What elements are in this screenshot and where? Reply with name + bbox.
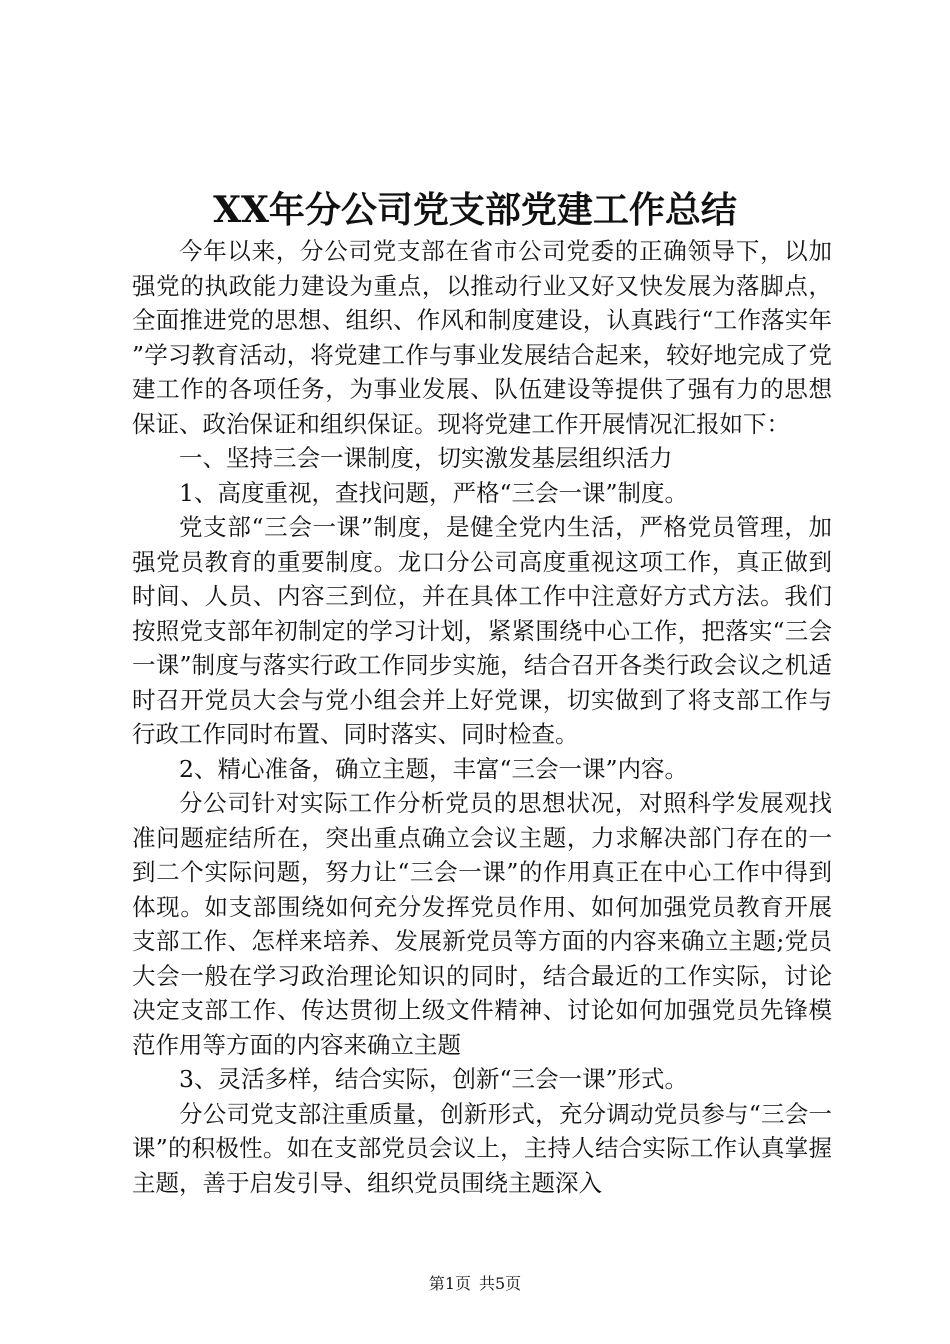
document-title: XX年分公司党支部党建工作总结 xyxy=(213,189,737,231)
paragraph-3: 分公司党支部注重质量，创新形式，充分调动党员参与“三会一课”的积极性。如在支部党员会议上，主持人结合实际工作认真掌握主题，善于启发引导、组织党员围绕主题深入 xyxy=(132,1099,832,1197)
page-number: 第1页 xyxy=(428,1274,471,1293)
subheading-1: 1、高度重视，查找问题，严格“三会一课”制度。 xyxy=(179,478,688,507)
subheading-2: 2、精心准备，确立主题，丰富“三会一课”内容。 xyxy=(179,754,688,783)
document-body xyxy=(132,234,832,1200)
section-heading-1: 一、坚持三会一课制度，切实激发基层组织活力 xyxy=(179,444,673,472)
paragraph-1: 党支部“三会一课”制度，是健全党内生活，严格党员管理，加强党员教育的重要制度。龙口分公司高度重视这项工作，真正做到时间、人员、内容三到位，并在具体工作中注意好方式方法。我们按照党支部年初制定的学习计划，紧紧围绕中心工作，把落实“三会一课”制度与落实行政工作同步实施，结合召开各类行政会议之机适时召开党员大会与党小组会并上好党课，切实做到了将支部工作与行政工作同时布置、同时落实、同时检查。 xyxy=(132,513,832,748)
page-total: 共5页 xyxy=(479,1274,522,1293)
subheading-3: 3、灵活多样，结合实际，创新“三会一课”形式。 xyxy=(179,1065,688,1093)
paragraph-2: 分公司针对实际工作分析党员的思想状况，对照科学发展观找准问题症结所在，突出重点确立会议主题，力求解决部门存在的一到二个实际问题，努力让“三会一课”的作用真正在中心工作中得到体现。如支部围绕如何充分发挥党员作用、如何加强党员教育开展支部工作、怎样来培养、发展新党员等方面的内容来确立主题;党员大会一般在学习政治理论知识的同时，结合最近的工作实际，讨论决定支部工作、传达贯彻上级文件精神、讨论如何加强党员先锋模范作用等方面的内容来确立主题 xyxy=(132,789,832,1059)
paragraph-intro: 今年以来，分公司党支部在省市公司党委的正确领导下，以加强党的执政能力建设为重点，以推动行业又好又快发展为落脚点，全面推进党的思想、组织、作风和制度建设，认真践行“工作落实年”学习教育活动，将党建工作与事业发展结合起来，较好地完成了党建工作的各项任务，为事业发展、队伍建设等提供了强有力的思想保证、政治保证和组织保证。现将党建工作开展情况汇报如下： xyxy=(132,237,832,438)
page-footer xyxy=(0,1273,950,1295)
